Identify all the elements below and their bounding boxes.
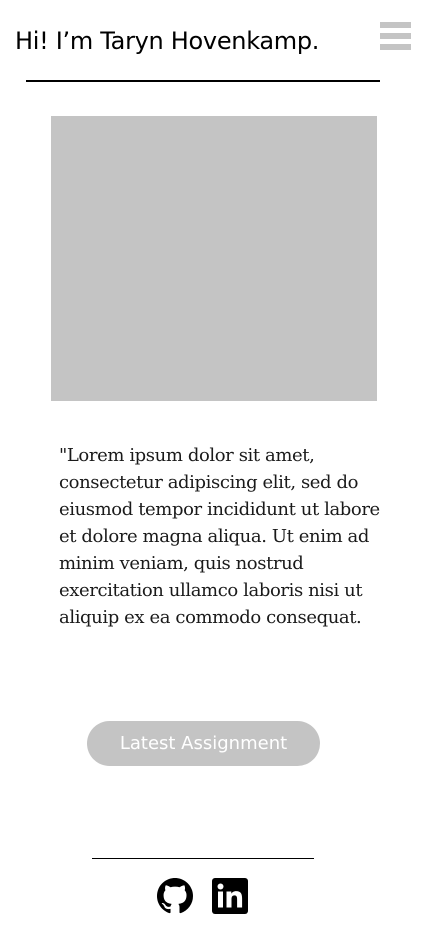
linkedin-link[interactable]	[212, 878, 248, 914]
menu-button[interactable]	[380, 22, 412, 50]
hero-image-placeholder	[51, 116, 377, 401]
github-link[interactable]	[157, 878, 193, 914]
footer-divider	[92, 858, 314, 859]
intro-paragraph: "Lorem ipsum dolor sit amet, consectetur adipiscing elit, sed do eiusmod tempor incididunt ut labore et dolore magna aliqua. Ut enim ad minim veniam, quis nostrud exercitation ullamco laboris nisi ut aliquip ex ea commodo consequat.	[59, 445, 380, 628]
page-title: Hi! I’m Taryn Hovenkamp.	[15, 27, 320, 55]
header-divider	[26, 80, 380, 82]
latest-assignment-button[interactable]: Latest Assignment	[87, 721, 320, 766]
linkedin-icon	[212, 878, 248, 914]
github-icon	[157, 878, 193, 914]
